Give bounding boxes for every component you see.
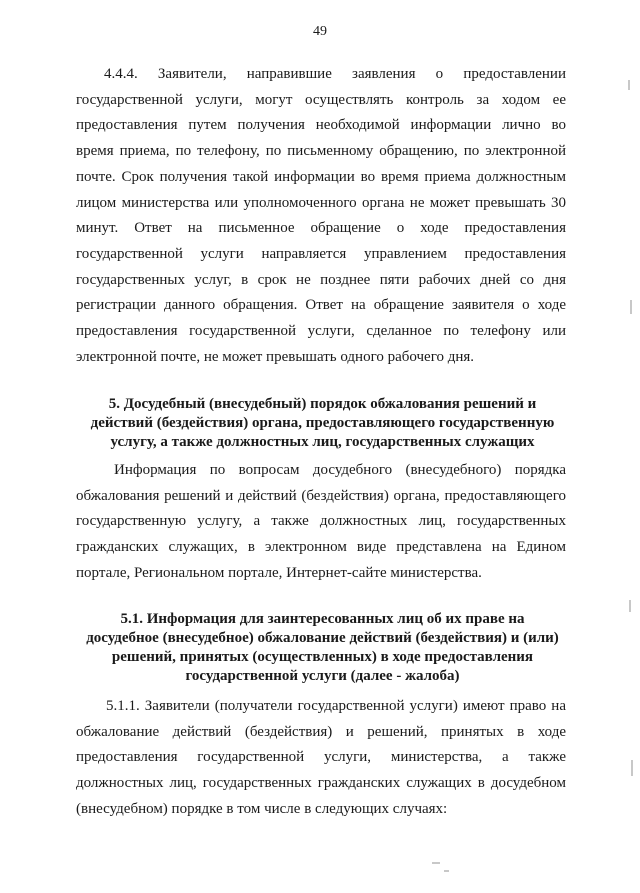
page-number: 49 xyxy=(313,24,327,39)
text-line: 5.1.1. Заявители (получатели государственной услуги) имеют право на xyxy=(106,698,566,714)
text-line: предоставления государственной услуги, сделанное по телефону или xyxy=(76,323,566,340)
text-line: порталe, Региональном портале, Интернет-сайте министерства. xyxy=(76,564,482,581)
text-line: обжалование действий (бездействия) и решений, принятых в ходе xyxy=(76,723,566,740)
text-line: время приема, по телефону, по письменному обращению, по электронной xyxy=(76,143,566,160)
scan-artifact xyxy=(444,870,449,872)
text-line: государственных услуг, в срок не позднее пяти рабочих дней со дня xyxy=(76,271,566,288)
heading-line: решений, принятых (осуществленных) в ходе предоставления xyxy=(111,649,534,665)
heading-line: действий (бездействия) органа, предоставляющего государственную xyxy=(90,415,555,431)
scan-artifact xyxy=(628,80,630,90)
text-line: государственной услуги направляется управлением предоставления xyxy=(76,245,566,262)
section-5-heading xyxy=(70,395,575,452)
text-line: Информация по вопросам досудебного (внесудебного) порядка xyxy=(114,462,566,478)
text-line: почте. Срок получения такой информации во время приема должностным xyxy=(76,168,566,185)
paragraph-5-1-1 xyxy=(76,694,566,823)
text-line: предоставления путем получения необходимой информации лично во xyxy=(76,117,566,134)
text-line: лицом министерства или уполномоченного органа не может превышать 30 xyxy=(76,194,566,211)
text-line: электронной почте, не может превышать одного рабочего дня. xyxy=(76,348,475,365)
heading-line: досудебное (внесудебное) обжалование действий (бездействия) и (или) xyxy=(86,630,559,646)
paragraph-information xyxy=(76,458,566,587)
text-line: должностных лиц, государственных гражданских служащих в досудебном xyxy=(76,775,566,792)
paragraph-4-4-4 xyxy=(76,62,566,370)
text-line: обжалования решений и действий (бездействия) органа, предоставляющего xyxy=(76,487,566,504)
text-line: (внесудебном) порядке в том числе в следующих случаях: xyxy=(76,800,448,817)
heading-line: 5. Досудебный (внесудебный) порядок обжалования решений и xyxy=(108,396,537,412)
scan-artifact xyxy=(432,862,440,864)
text-line: гражданских служащих, в электронном виде представлена на Едином xyxy=(76,539,566,556)
scan-artifact xyxy=(629,600,631,612)
text-line: государственной услуги, могут осуществлять контроль за ходом ее xyxy=(76,91,566,108)
heading-line: государственной услуги (далее - жалоба) xyxy=(185,668,460,684)
text-line: 4.4.4. Заявители, направившие заявления о предоставлении xyxy=(104,66,566,82)
text-line: государственную услугу, а также должностных лиц, государственных xyxy=(76,513,566,530)
scan-artifact xyxy=(631,760,633,776)
heading-line: 5.1. Информация для заинтересованных лиц об их праве на xyxy=(120,611,525,627)
scan-artifact xyxy=(630,300,632,314)
section-5-1-heading xyxy=(70,610,575,686)
text-line: предоставления государственной услуги, министерства, а также xyxy=(76,749,566,766)
text-line: регистрации данного обращения. Ответ на обращение заявителя о ходе xyxy=(76,297,566,314)
text-line: минут. Ответ на письменное обращение о ходе предоставления xyxy=(76,220,566,237)
heading-line: услугу, а также должностных лиц, государственных служащих xyxy=(110,434,535,450)
